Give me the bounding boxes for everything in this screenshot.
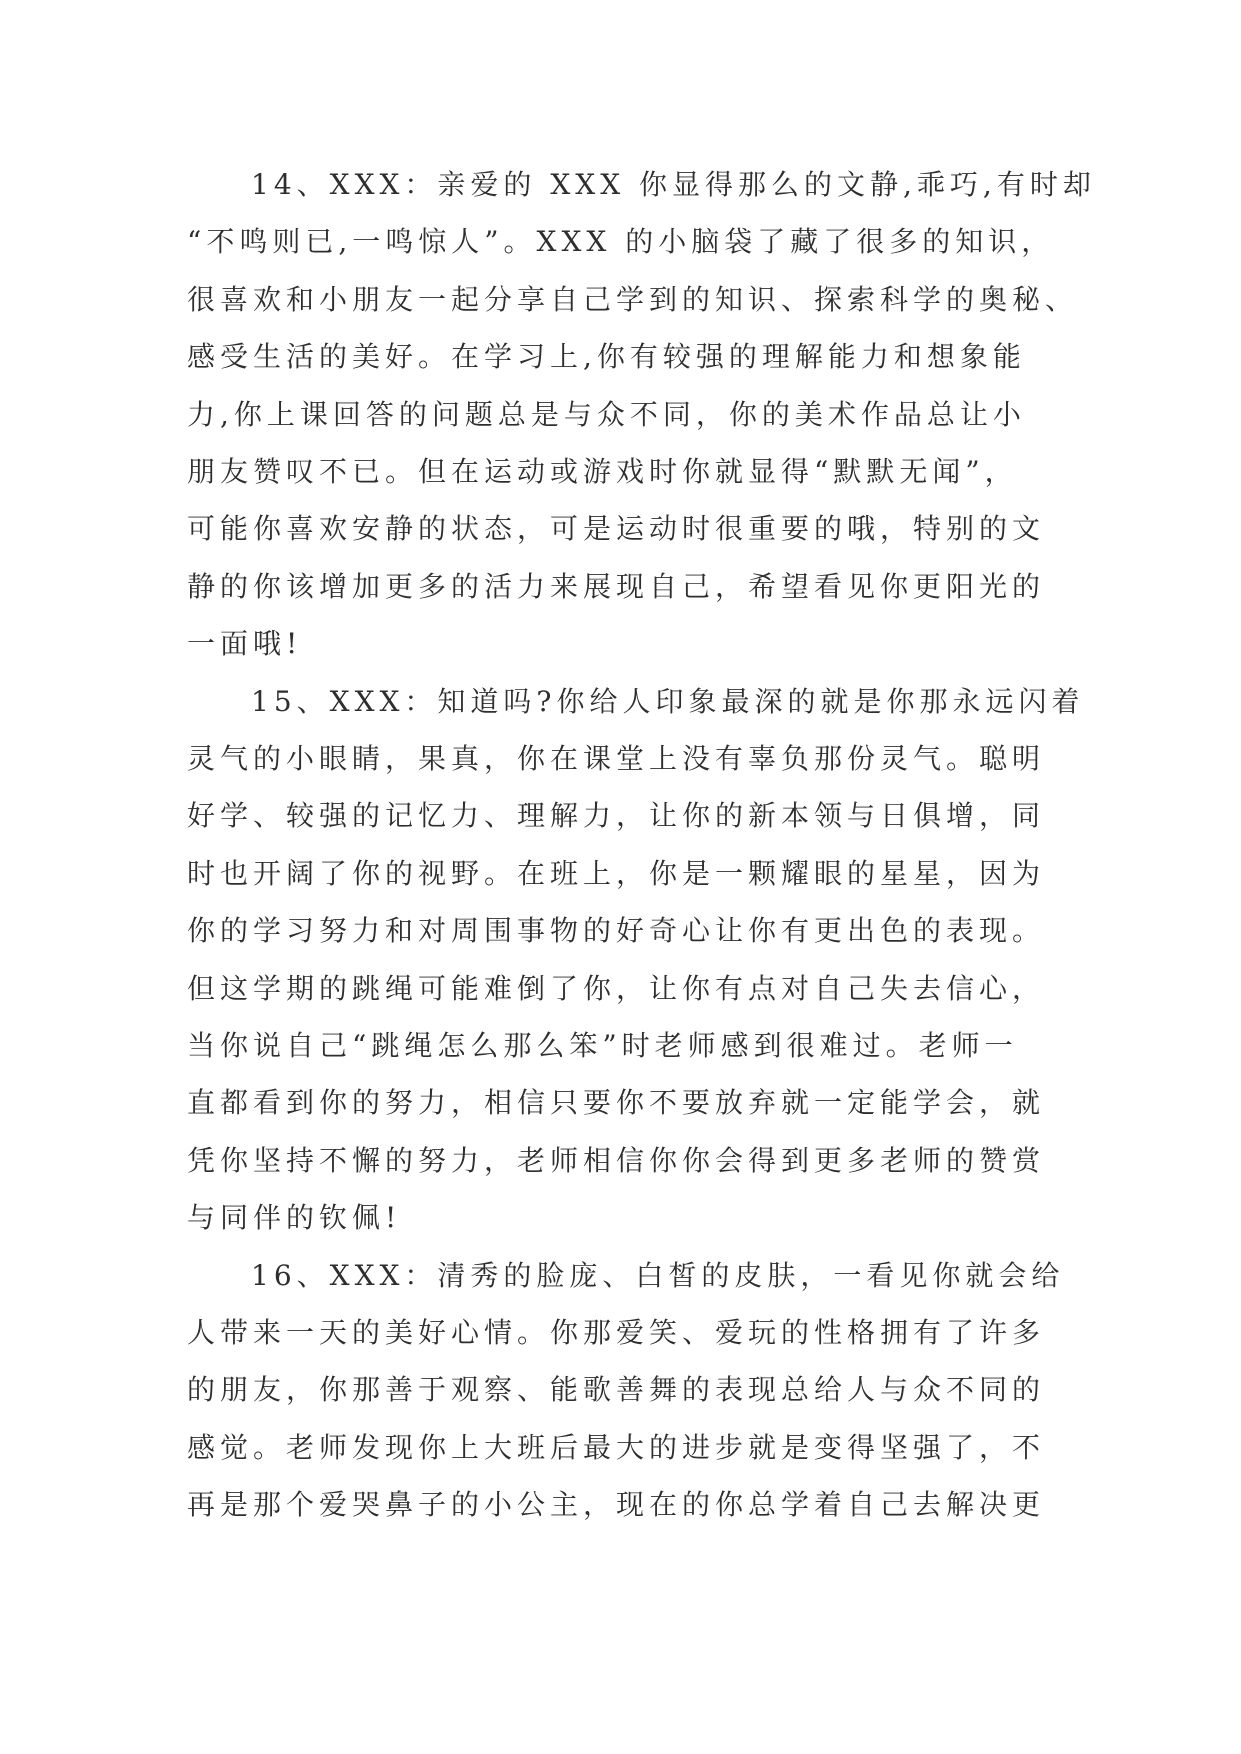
- paragraph-line: 但这学期的跳绳可能难倒了你，让你有点对自己失去信心，: [187, 971, 1046, 1005]
- paragraph-line: 凭你坚持不懈的努力，老师相信你你会得到更多老师的赞赏: [187, 1143, 1046, 1177]
- paragraph-line: 灵气的小眼睛，果真，你在课堂上没有辜负那份灵气。聪明: [187, 742, 1046, 775]
- paragraph-line: 的朋友，你那善于观察、能歌善舞的表现总给人与众不同的: [187, 1373, 1046, 1407]
- paragraph-line: 静的你该增加更多的活力来展现自己，希望看见你更阳光的: [187, 569, 1046, 603]
- paragraph-line: 当你说自己“跳绳怎么那么笨”时老师感到很难过。老师一: [187, 1029, 1018, 1062]
- paragraph-line: 与同伴的钦佩!: [187, 1201, 402, 1235]
- paragraph-line: 你的学习努力和对周围事物的好奇心让你有更出色的表现。: [187, 914, 1046, 948]
- paragraph-line: “不鸣则已,一鸣惊人”。XXX 的小脑袋了藏了很多的知识，: [187, 225, 1055, 259]
- paragraph-line: 直都看到你的努力，相信只要你不要放弃就一定能学会，就: [187, 1086, 1046, 1120]
- paragraph-line: 很喜欢和小朋友一起分享自己学到的知识、探索科学的奥秘、: [187, 282, 1079, 316]
- paragraph-line: 力,你上课回答的问题总是与众不同，你的美术作品总让小: [187, 397, 1026, 431]
- paragraph-line: 感受生活的美好。在学习上,你有较强的理解能力和想象能: [187, 340, 1026, 374]
- paragraph-first-line: 16、XXX：清秀的脸庞、白皙的皮肤，一看见你就会给: [251, 1258, 1065, 1292]
- paragraph-line: 再是那个爱哭鼻子的小公主，现在的你总学着自己去解决更: [187, 1488, 1046, 1522]
- paragraph-line: 一面哦!: [187, 627, 303, 661]
- paragraph-line: 感觉。老师发现你上大班后最大的进步就是变得坚强了，不: [187, 1430, 1046, 1464]
- paragraph-line: 朋友赞叹不已。但在运动或游戏时你就显得“默默无闻”，: [187, 455, 1018, 488]
- paragraph-first-line: 14、XXX：亲爱的 XXX 你显得那么的文静,乖巧,有时却: [251, 168, 1096, 201]
- paragraph-line: 可能你喜欢安静的状态，可是运动时很重要的哦，特别的文: [187, 512, 1046, 546]
- paragraph-line: 好学、较强的记忆力、理解力，让你的新本领与日俱增，同: [187, 799, 1046, 833]
- paragraph-line: 时也开阔了你的视野。在班上，你是一颗耀眼的星星，因为: [187, 856, 1046, 890]
- paragraph-first-line: 15、XXX：知道吗?你给人印象最深的就是你那永远闪着: [251, 684, 1085, 718]
- paragraph-line: 人带来一天的美好心情。你那爱笑、爱玩的性格拥有了许多: [187, 1316, 1046, 1349]
